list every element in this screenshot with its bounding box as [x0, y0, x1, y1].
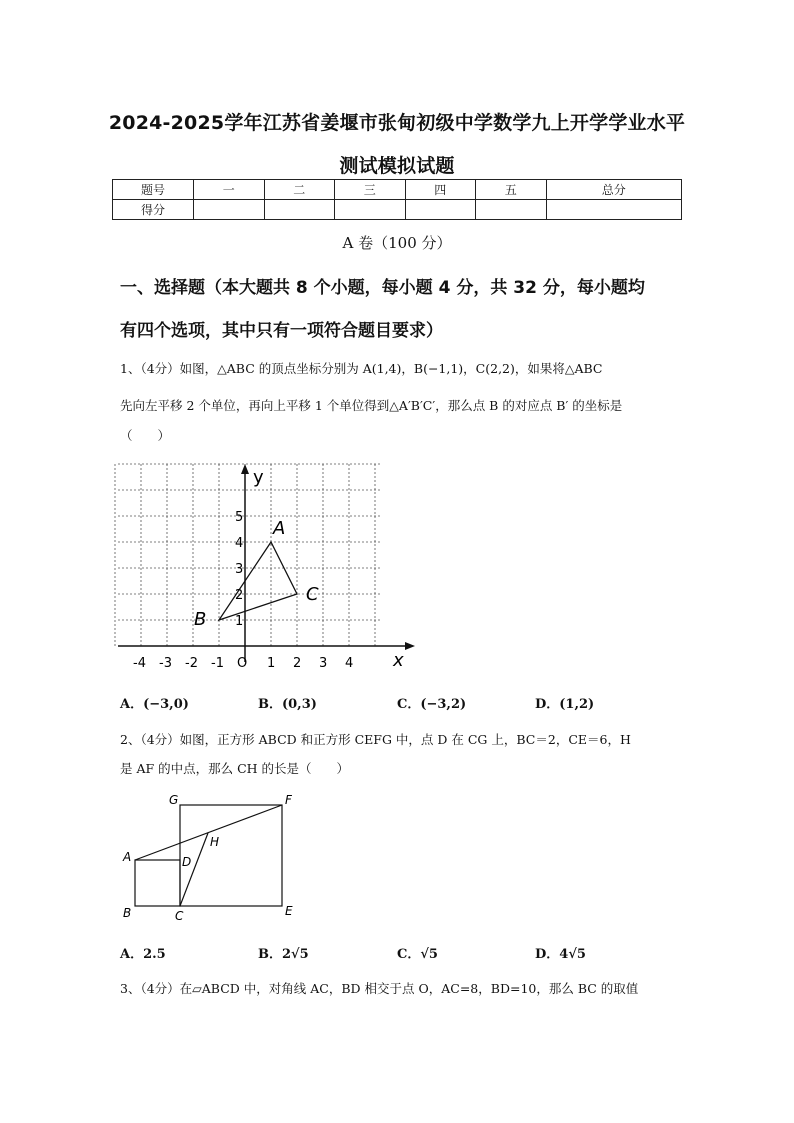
- q1-grid: [115, 464, 380, 646]
- section-a-label: A 卷（100 分）: [342, 234, 452, 252]
- q3-text-line1: 3、（4分）在▱ABCD 中，对角线 AC，BD 相交于点 O，AC=8，BD=10，那么 BC 的取值: [120, 981, 639, 996]
- x-tick-label: -2: [185, 656, 198, 671]
- score-cell: 四: [405, 180, 476, 200]
- q1-option-d[interactable]: D．(1,2): [535, 697, 595, 712]
- q2-option-c[interactable]: C．√5: [397, 947, 438, 962]
- q1-option-c[interactable]: C．(−3,2): [397, 697, 467, 712]
- y-tick-label: 3: [235, 562, 244, 577]
- document-title-line1: 2024-2025学年江苏省姜堰市张甸初级中学数学九上开学学业水平: [108, 112, 686, 134]
- y-axis-arrow: [241, 464, 249, 474]
- y-tick-label: 2: [235, 588, 244, 603]
- label-d: D: [182, 855, 192, 869]
- square-abcd: [135, 860, 180, 906]
- label-g: G: [169, 793, 179, 807]
- label-e: E: [285, 904, 293, 918]
- q2-option-d[interactable]: D．4√5: [535, 947, 586, 962]
- q1-axes: [118, 464, 415, 662]
- q1-text-line2: 先向左平移 2 个单位，再向上平移 1 个单位得到△A′B′C′，那么点 B 的对应点 B′ 的坐标是: [120, 398, 623, 413]
- q1-options: [120, 693, 680, 713]
- q1-option-b[interactable]: B．(0,3): [258, 697, 317, 712]
- score-cell: [405, 200, 476, 220]
- q2-squares-figure: [115, 788, 305, 923]
- score-table: [112, 179, 682, 220]
- label-b: B: [123, 906, 132, 920]
- y-tick-labels: [235, 510, 243, 629]
- score-cell: 得分: [113, 200, 194, 220]
- segment-ch: [180, 833, 208, 906]
- q1-text-line1: 1、（4分）如图，△ABC 的顶点坐标分别为 A(1,4)，B(−1,1)，C(2,2)，如果将△ABC: [120, 361, 603, 376]
- score-cell: [546, 200, 682, 220]
- y-tick-label: 5: [235, 510, 244, 525]
- q1-option-a[interactable]: A．(−3,0): [120, 697, 189, 712]
- label-h: H: [210, 835, 220, 849]
- document-title-line2: 测试模拟试题: [339, 155, 455, 177]
- point-c-label: C: [306, 584, 319, 605]
- score-cell: 题号: [113, 180, 194, 200]
- label-c: C: [175, 909, 184, 923]
- triangle-abc: [219, 542, 297, 620]
- score-cell: 总分: [546, 180, 682, 200]
- x-tick-label: -3: [159, 656, 172, 671]
- score-cell: 三: [335, 180, 406, 200]
- score-cell: 一: [194, 180, 265, 200]
- score-cell: [194, 200, 265, 220]
- x-tick-label: 3: [319, 656, 328, 671]
- y-tick-label: 4: [235, 536, 244, 551]
- score-table-score-row: [113, 200, 682, 220]
- score-cell: [264, 200, 335, 220]
- label-a: A: [123, 850, 132, 864]
- q2-option-b[interactable]: B．2√5: [258, 947, 309, 962]
- x-tick-label: -1: [211, 656, 224, 671]
- square-cefg: [180, 805, 282, 906]
- x-tick-label: 2: [293, 656, 302, 671]
- origin-label: O: [237, 656, 248, 671]
- y-axis-label: y: [253, 467, 264, 488]
- q2-options: [120, 943, 680, 963]
- q2-text-line1: 2、（4分）如图，正方形 ABCD 和正方形 CEFG 中，点 D 在 CG 上，BC＝2，CE＝6，H: [120, 732, 631, 747]
- score-cell: 五: [476, 180, 547, 200]
- score-cell: 二: [264, 180, 335, 200]
- q1-text-line3: （ ）: [120, 428, 171, 443]
- score-table-header-row: [113, 180, 682, 200]
- q1-coordinate-figure: [110, 452, 420, 677]
- segment-af: [135, 805, 282, 860]
- part1-heading-line1: 一、选择题（本大题共 8 个小题，每小题 4 分，共 32 分，每小题均: [120, 278, 645, 298]
- point-b-label: B: [194, 609, 207, 630]
- q2-text-line2: 是 AF 的中点，那么 CH 的长是（ ）: [120, 761, 350, 776]
- x-axis-label: x: [393, 650, 404, 671]
- x-tick-label: -4: [133, 656, 146, 671]
- part1-heading-line2: 有四个选项，其中只有一项符合题目要求）: [120, 321, 443, 341]
- label-f: F: [285, 793, 292, 807]
- x-tick-label: 1: [267, 656, 276, 671]
- score-cell: [476, 200, 547, 220]
- y-tick-label: 1: [235, 614, 244, 629]
- point-a-label: A: [273, 518, 286, 539]
- x-axis-arrow: [405, 642, 415, 650]
- score-cell: [335, 200, 406, 220]
- q2-option-a[interactable]: A．2.5: [120, 947, 166, 962]
- x-tick-label: 4: [345, 656, 354, 671]
